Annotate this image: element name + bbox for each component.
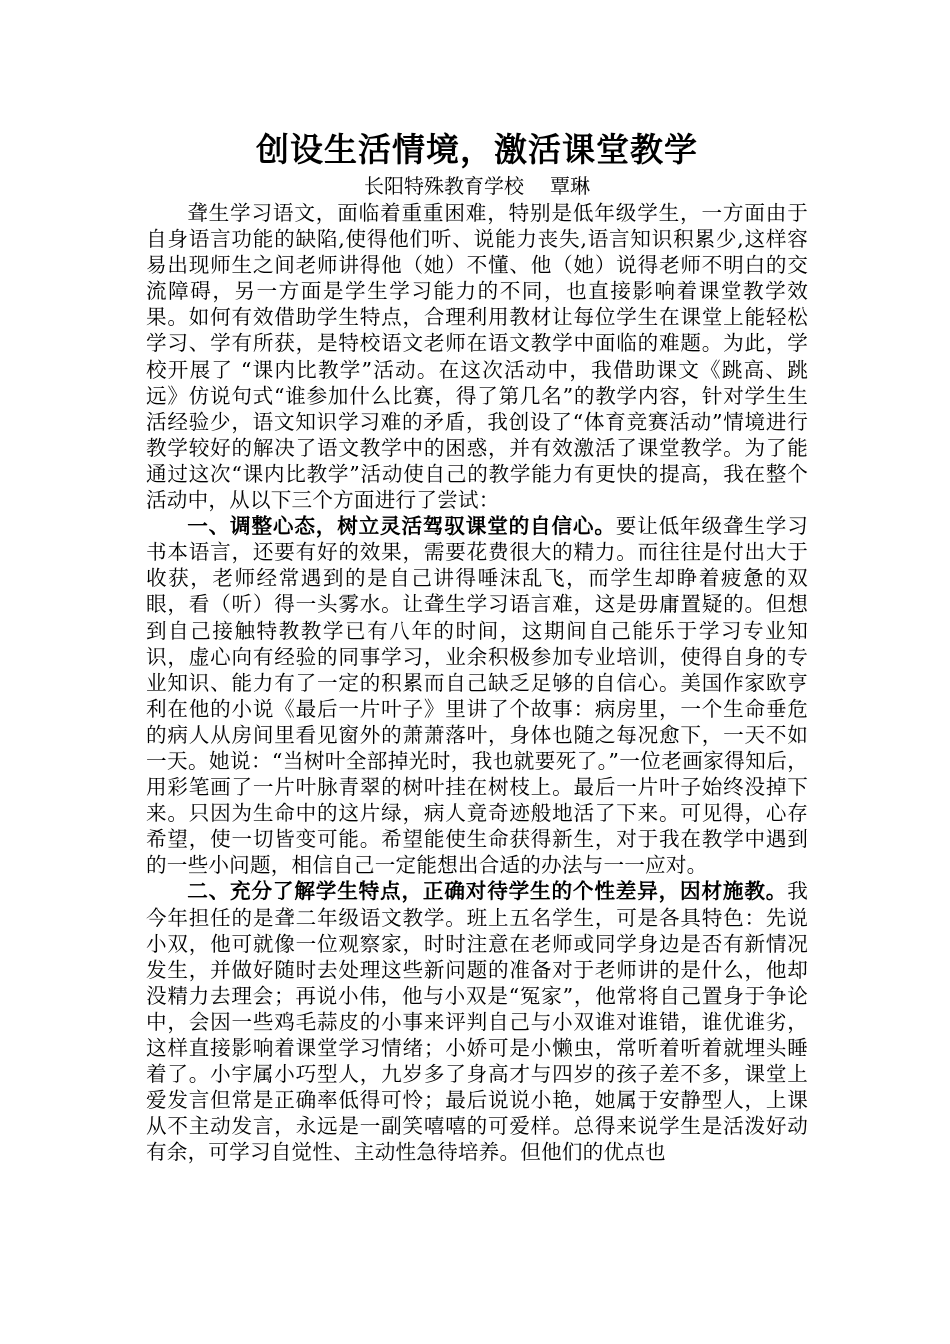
paragraph-section-two: [146, 878, 808, 1165]
section-two-text: 我今年担任的是聋二年级语文教学。班上五名学生，可是各具特色：先说小双，他可就像一位观察家，时时注意在老师或同学身边是否有新情况发生，并做好随时去处理这些新问题的准备对于老师讲的是什么，他却没精力去理会；再说小伟，他与小双是“冤家”，他常将自己置身于争论中，会因一些鸡毛蒜皮的小事来评判自己与小双谁对谁错，谁优谁劣，这样直接影响着课堂学习情绪；小娇可是小懒虫，常听着听着就埋头睡着了。小宇属小巧型人，九岁多了身高才与四岁的孩子差不多，课堂上爱发言但常是正确率低得可怜；最后说说小艳，她属于安静型人，上课从不主动发言，永远是一副笑嘻嘻的可爱样。总得来说学生是活泼好动有余，可学习自觉性、主动性急待培养。但他们的优点也: [146, 879, 808, 1165]
section-one-heading: 一、调整心态，树立灵活驾驭课堂的自信心。: [187, 514, 616, 539]
paragraph-intro: [146, 200, 808, 513]
document-page: [146, 128, 808, 1165]
paragraph-section-one: [146, 513, 808, 878]
document-title: 创设生活情境，激活课堂教学: [256, 130, 698, 169]
paragraph-intro-text: 聋生学习语文，面临着重重困难，特别是低年级学生，一方面由于自身语言功能的缺陷,使得他们听、说能力丧失,语言知识积累少,这样容易出现师生之间老师讲得他（她）不懂、他（她）说得老师不明白的交流障碍，另一方面是学生学习能力的不同，也直接影响着课堂教学效果。如何有效借助学生特点，合理利用教材让每位学生在课堂上能轻松学习、学有所获，是特校语文老师在语文教学中面临的难题。为此，学校开展了 “课内比教学”活动。在这次活动中，我借助课文《跳高、跳远》仿说句式“谁参加什么比赛，得了第几名”的教学内容，针对学生生活经验少，语文知识学习难的矛盾，我创设了“体育竞赛活动”情境进行教学较好的解决了语文教学中的困惑，并有效激活了课堂教学。为了能通过这次“课内比教学”活动使自己的教学能力有更快的提高，我在整个活动中，从以下三个方面进行了尝试：: [146, 201, 808, 513]
section-one-text: 要让低年级聋生学习书本语言，还要有好的效果，需要花费很大的精力。而往往是付出大于收获，老师经常遇到的是自己讲得唾沫乱飞，而学生却睁着疲惫的双眼，看（听）得一头雾水。让聋生学习语言难，这是毋庸置疑的。但想到自己接触特教教学已有八年的时间，这期间自己能乐于学习专业知识，虚心向有经验的同事学习，业余积极参加专业培训，使得自身的专业知识、能力有了一定的积累而自己缺乏足够的自信心。美国作家欧亨利在他的小说《最后一片叶子》里讲了个故事：病房里，一个生命垂危的病人从房间里看见窗外的萧萧落叶，身体也随之每况愈下，一天不如一天。她说：“当树叶全部掉光时，我也就要死了。”一位老画家得知后，用彩笔画了一片叶脉青翠的树叶挂在树枝上。最后一片叶子始终没掉下来。只因为生命中的这片绿，病人竟奇迹般地活了下来。可见得，心存希望，使一切皆变可能。希望能使生命获得新生，对于我在教学中遇到的一些小问题，相信自己一定能想出合适的办法与一一应对。: [146, 514, 808, 878]
section-two-heading: 二、充分了解学生特点，正确对待学生的个性差异，因材施教。: [187, 879, 788, 904]
school-name: 长阳特殊教育学校: [364, 174, 524, 198]
byline: [146, 172, 808, 200]
author-name: 覃琳: [550, 174, 590, 198]
